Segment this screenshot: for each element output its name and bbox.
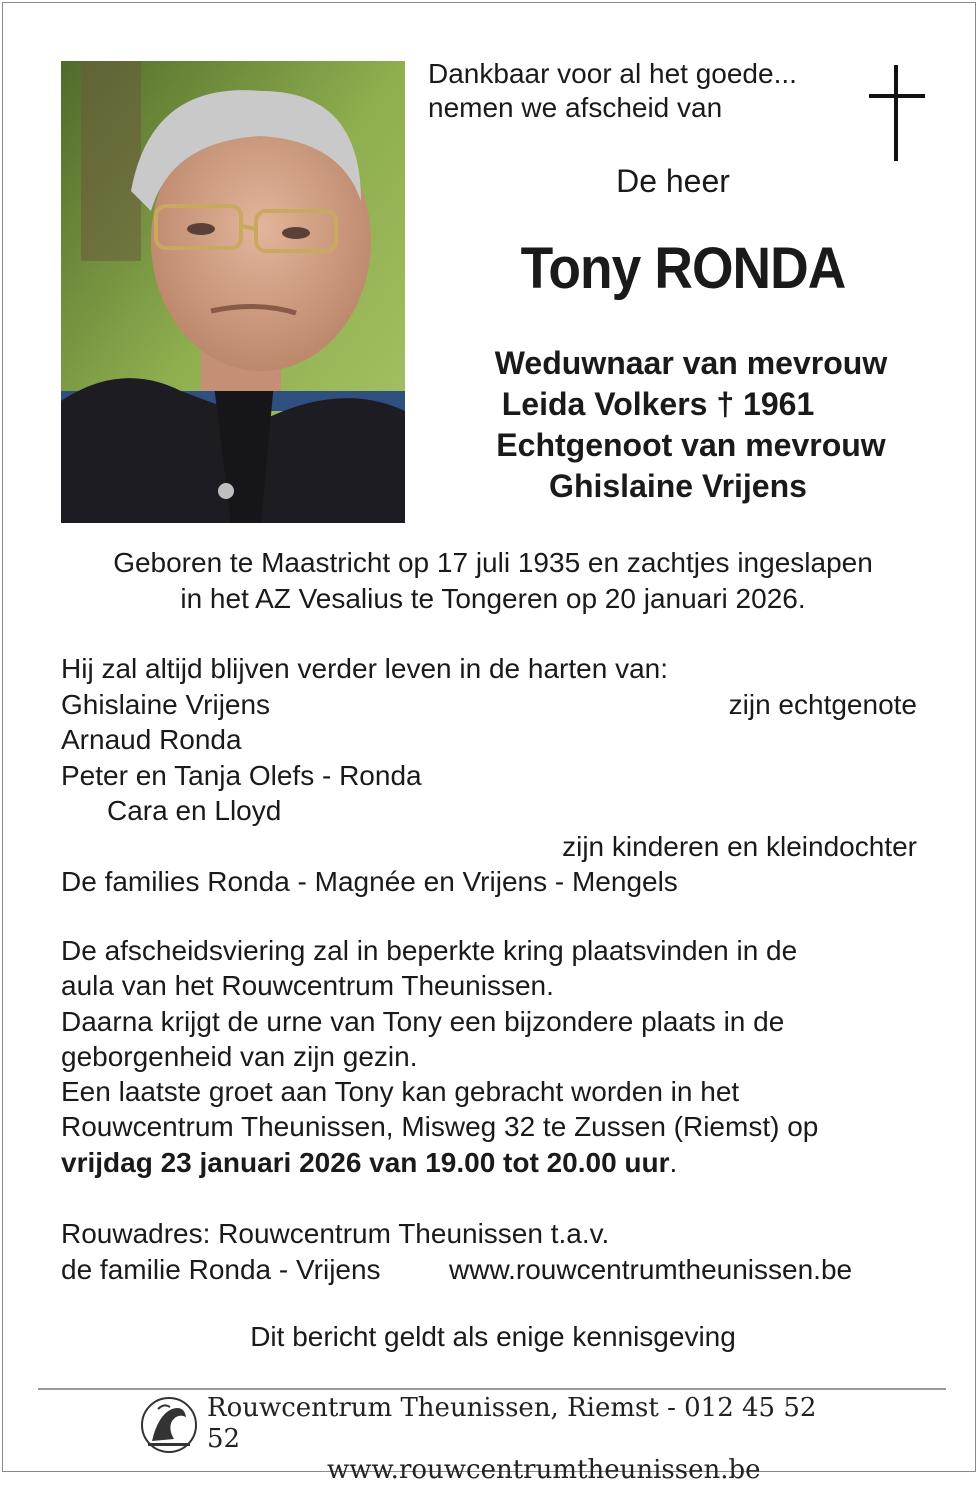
notice-text: Dit bericht geldt als enige kennisgeving <box>250 1321 736 1352</box>
born-line-1: Geboren te Maastricht op 17 juli 1935 en zachtjes ingeslapen <box>113 547 873 578</box>
relations-block <box>433 343 923 507</box>
intro-text <box>428 57 797 125</box>
born-line-2: in het AZ Vesalius te Tongeren op 20 januari 2026. <box>180 583 806 614</box>
ceremony-line-6: Rouwcentrum Theunissen, Misweg 32 te Zussen (Riemst) op <box>61 1111 819 1143</box>
relation-line-3: Echtgenoot van mevrouw <box>496 427 886 463</box>
survivor-families: De families Ronda - Magnée en Vrijens - Mengels <box>61 866 678 897</box>
intro-line-1: Dankbaar voor al het goede... <box>428 58 797 89</box>
portrait-illustration <box>61 61 405 523</box>
footer-line-1: Rouwcentrum Theunissen, Riemst - 012 45 52 52 <box>207 1393 817 1454</box>
survivor-grandchildren: Cara en Lloyd <box>107 795 282 826</box>
deceased-name: Tony RONDA <box>520 236 846 301</box>
address-line-2-row <box>61 1252 921 1288</box>
address-line-2: de familie Ronda - Vrijens <box>61 1254 381 1285</box>
survivors-list <box>61 651 917 900</box>
ceremony-line-4: geborgenheid van zijn gezin. <box>61 1040 418 1072</box>
address-line-1: Rouwadres: Rouwcentrum Theunissen t.a.v. <box>61 1218 610 1249</box>
ceremony-text <box>61 933 931 1180</box>
intro-line-2: nemen we afscheid van <box>428 92 723 123</box>
relation-line-4: Ghislaine Vrijens <box>549 468 807 504</box>
survivors-intro: Hij zal altijd blijven verder leven in de harten van: <box>61 653 668 684</box>
cross-icon <box>869 65 925 168</box>
survivor-spouse-row <box>61 687 917 723</box>
survivor-child-2: Peter en Tanja Olefs - Ronda <box>61 759 422 791</box>
visitation-datetime: vrijdag 23 januari 2026 van 19.00 tot 20.00 uur <box>61 1146 670 1178</box>
footer-website-link[interactable]: www.rouwcentrumtheunissen.be <box>327 1455 761 1485</box>
portrait-photo <box>61 61 405 523</box>
footer-divider <box>38 1388 946 1390</box>
birth-death-text <box>43 545 943 617</box>
address-website-link[interactable]: www.rouwcentrumtheunissen.be <box>449 1254 853 1285</box>
mourning-address <box>61 1216 921 1288</box>
children-role-row <box>61 829 917 865</box>
ceremony-line-3: Daarna krijgt de urne van Tony een bijzondere plaats in de <box>61 1005 785 1037</box>
ceremony-line-7 <box>61 1145 931 1180</box>
ceremony-line-5: Een laatste groet aan Tony kan gebracht worden in het <box>61 1076 740 1108</box>
footer-text <box>203 1393 853 1486</box>
relation-line-2: Leida Volkers † 1961 <box>501 386 815 422</box>
ceremony-line-1: De afscheidsviering zal in beperkte kring plaatsvinden in de <box>61 935 798 966</box>
funeral-home-logo <box>138 1395 200 1460</box>
relation-line-1: Weduwnaar van mevrouw <box>494 345 888 381</box>
ceremony-line-2: aula van het Rouwcentrum Theunissen. <box>61 970 554 1002</box>
salutation: De heer <box>616 163 730 199</box>
obituary-card <box>2 2 976 1485</box>
children-role: zijn kinderen en kleindochter <box>562 830 917 862</box>
spouse-name: Ghislaine Vrijens <box>61 688 271 720</box>
ceremony-line-7-end: . <box>669 1146 678 1178</box>
survivor-child-1: Arnaud Ronda <box>61 724 242 755</box>
spouse-role: zijn echtgenote <box>728 688 917 720</box>
